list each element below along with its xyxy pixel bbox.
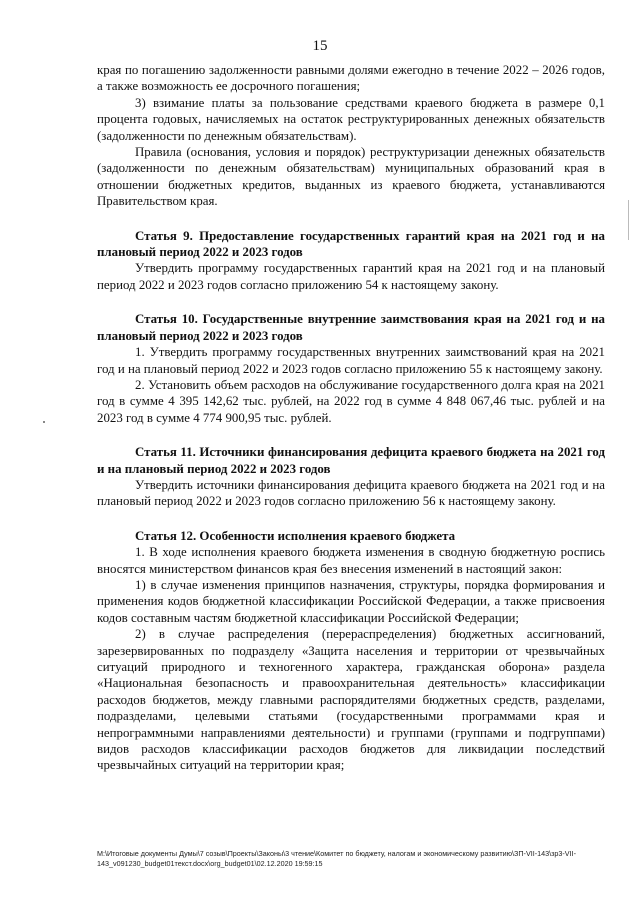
body-paragraph: Правила (основания, условия и порядок) реструктуризации денежных обязательств (задолженности по денежным обязательствам) муниципальных образований края в отношении бюджетных кредитов, выданных из краевого бюджета, устанавливаются Правительством края. xyxy=(97,145,605,209)
body-paragraph: края по погашению задолженности равными долями ежегодно в течение 2022 – 2026 годов, а также возможность ее досрочного погашения; xyxy=(97,63,605,94)
article-heading: Статья 10. Государственные внутренние заимствования края на 2021 год и на плановый период 2022 и 2023 годов xyxy=(97,312,605,343)
section-gap xyxy=(97,210,605,228)
article-heading: Статья 9. Предоставление государственных гарантий края на 2021 год и на плановый период 2022 и 2023 годов xyxy=(97,228,605,260)
scan-speck xyxy=(43,421,45,423)
body-paragraph: 1. Утвердить программу государственных внутренних заимствований края на 2021 год и на плановый период 2022 и 2023 годов согласно приложению 55 к настоящему закону. xyxy=(97,345,605,376)
page-number: 15 xyxy=(312,38,328,54)
body-paragraph: 1. В ходе исполнения краевого бюджета изменения в сводную бюджетную роспись вносятся министерством финансов края без внесения изменений в настоящий закон: xyxy=(97,545,605,576)
body-paragraph: 1) в случае изменения принципов назначения, структуры, порядка формирования и применения кодов бюджетной классификации Российской Федерации, а также присвоения кодов составным частям бюджетной классификации Российской Федерации; xyxy=(97,577,605,625)
document-body xyxy=(97,62,605,774)
article-heading: Статья 12. Особенности исполнения краевого бюджета xyxy=(135,528,456,543)
article-heading: Статья 11. Источники финансирования дефицита краевого бюджета на 2021 год и на плановый период 2022 и 2023 годов xyxy=(97,445,605,476)
body-paragraph: Утвердить источники финансирования дефицита краевого бюджета на 2021 год и на плановый период 2022 и 2023 годов согласно приложению 56 к настоящему закону. xyxy=(97,477,605,509)
section-gap xyxy=(97,293,605,311)
body-paragraph: 2) в случае распределения (перераспределения) бюджетных ассигнований, зарезервированных по подразделу «Защита населения и территории от чрезвычайных ситуаций природного и техногенного характера, гражданская оборона» раздела «Национальная безопасность и правоохранительная деятельность» классификации расходов бюджетов, между главными распорядителями бюджетных средств, разделами, подразделами, целевыми статьями (государственными программами края и непрограммными направлениями деятельности) и группами (группами и подгруппами) видов расходов классификации расходов бюджетов для ликвидации последствий чрезвычайных ситуаций на территории края; xyxy=(97,627,605,773)
scan-edge-mark xyxy=(628,200,629,240)
body-paragraph: Утвердить программу государственных гарантий края на 2021 год и на плановый период 2022 и 2023 годов согласно приложению 54 к настоящему закону. xyxy=(97,261,605,292)
section-gap xyxy=(97,426,605,444)
section-gap xyxy=(97,510,605,528)
body-paragraph: 2. Установить объем расходов на обслуживание государственного долга края на 2021 год в сумме 4 395 142,62 тыс. рублей, на 2022 год в сумме 4 848 067,46 тыс. рублей и на 2023 год в сумме 4 774 900,95 тыс. рублей. xyxy=(97,377,605,425)
body-paragraph: 3) взимание платы за пользование средствами краевого бюджета в размере 0,1 процента годовых, начисляемых на остаток реструктурированных денежных обязательств (задолженности по денежным обязательствам). xyxy=(97,95,605,143)
file-path-footer: M:\Итоговые документы Думы\7 созыв\Проекты\Законы\3 чтение\Комитет по бюджету, налогам и экономическому развитию\ЗП-VII-143\зр3-VII-143_v091230_budget01текст.docx\org_budget01\02.12.2020 19:59:15 xyxy=(97,849,576,868)
